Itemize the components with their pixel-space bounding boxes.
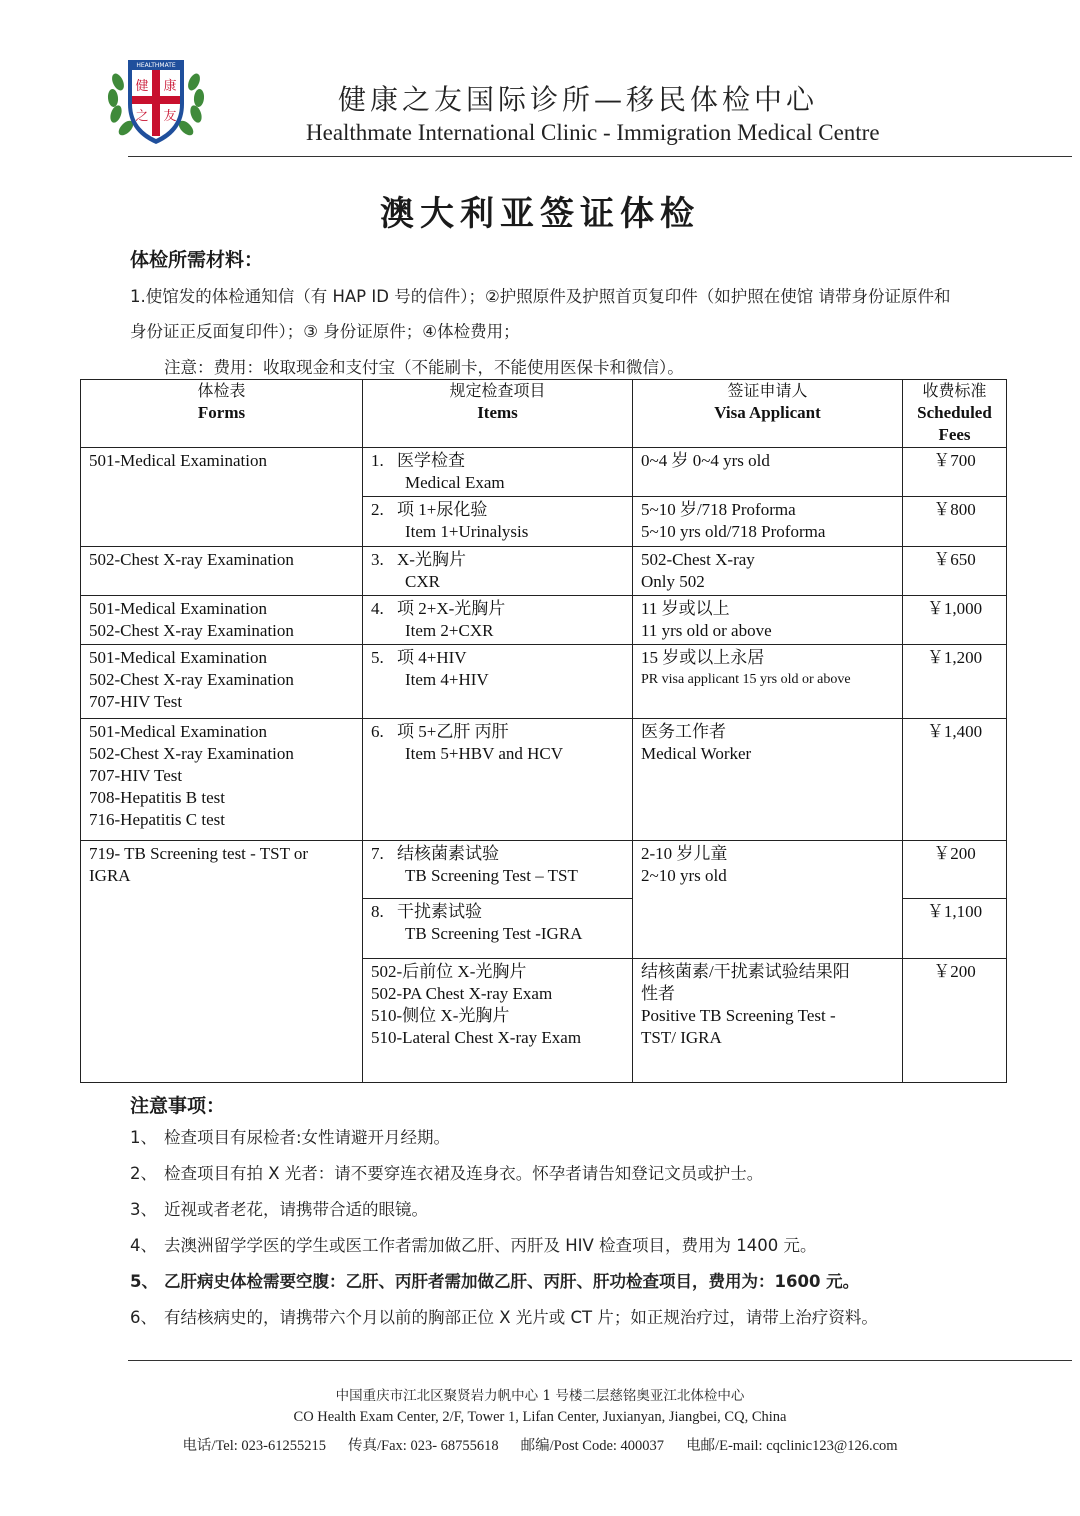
fee-cell: ￥800: [903, 497, 1007, 547]
header-forms: 体检表 Forms: [81, 380, 363, 448]
list-item: 3、 近视或者老花，请携带合适的眼镜。: [130, 1200, 428, 1219]
item-cell: 1. 医学检查 Medical Exam: [363, 448, 633, 497]
item-cell: 502-后前位 X-光胸片 502-PA Chest X-ray Exam 510-侧位 X-光胸片 510-Lateral Chest X-ray Exam: [363, 959, 633, 1083]
list-item: 5、 乙肝病史体检需要空腹：乙肝、丙肝者需加做乙肝、丙肝、肝功检查项目，费用为：1600 元。: [130, 1272, 860, 1291]
list-item: 1、 检查项目有尿检者:女性请避开月经期。: [130, 1128, 451, 1147]
item-cell: 3. X-光胸片 CXR: [363, 547, 633, 596]
fee-cell: ￥1,000: [903, 596, 1007, 645]
footer-post: 邮编/Post Code: 400037: [520, 1438, 665, 1454]
header-divider: [128, 156, 1072, 157]
forms-cell: 719- TB Screening test - TST or IGRA: [81, 841, 363, 1083]
applicant-cell: 11 岁或以上 11 yrs old or above: [633, 596, 903, 645]
materials-heading: 体检所需材料：: [130, 249, 264, 271]
notes-heading: 注意事项：: [130, 1095, 226, 1117]
svg-text:康: 康: [163, 79, 177, 94]
materials-line-2: 身份证正反面复印件）；③ 身份证原件；④体检费用；: [130, 322, 520, 341]
list-item: 2、 检查项目有拍 X 光者：请不要穿连衣裙及连身衣。怀孕者请告知登记文员或护士。: [130, 1164, 764, 1183]
table-row: [81, 841, 1007, 899]
table-row: [81, 719, 1007, 841]
payment-note: 注意：费用：收取现金和支付宝（不能刷卡，不能使用医保卡和微信）。: [164, 358, 684, 377]
footer-fax: 传真/Fax: 023- 68755618: [348, 1438, 499, 1454]
forms-cell: 501-Medical Examination 502-Chest X-ray Examination: [81, 596, 363, 645]
footer-address-cn: 中国重庆市江北区聚贤岩力帆中心 1 号楼二层慈铭奥亚江北体检中心: [335, 1388, 745, 1404]
fee-cell: ￥1,400: [903, 719, 1007, 841]
svg-text:友: 友: [163, 109, 177, 124]
header-fees: 收费标准 Scheduled Fees: [903, 380, 1007, 448]
header-items: 规定检查项目 Items: [363, 380, 633, 448]
item-cell: 6. 项 5+乙肝 丙肝 Item 5+HBV and HCV: [363, 719, 633, 841]
applicant-cell: 0~4 岁 0~4 yrs old: [633, 448, 903, 497]
table-row: [81, 596, 1007, 645]
applicant-cell: 502-Chest X-ray Only 502: [633, 547, 903, 596]
fee-cell: ￥1,200: [903, 645, 1007, 719]
forms-cell: 502-Chest X-ray Examination: [81, 547, 363, 596]
fee-table: [80, 379, 1007, 1083]
applicant-cell: 医务工作者 Medical Worker: [633, 719, 903, 841]
logo-text: HEALTHMATE: [136, 62, 176, 69]
list-item: 6、 有结核病史的，请携带六个月以前的胸部正位 X 光片或 CT 片；如正规治疗过，请带上治疗资料。: [130, 1308, 878, 1327]
table-row: [81, 547, 1007, 596]
clinic-name-cn: 健康之友国际诊所—移民体检中心: [338, 83, 819, 116]
svg-text:健: 健: [135, 79, 149, 94]
fee-cell: ￥200: [903, 841, 1007, 899]
forms-cell: 501-Medical Examination 502-Chest X-ray Examination 707-HIV Test: [81, 645, 363, 719]
table-header-row: [81, 380, 1007, 448]
document-title: 澳大利亚签证体检: [380, 194, 700, 234]
item-cell: 5. 项 4+HIV Item 4+HIV: [363, 645, 633, 719]
svg-text:之: 之: [135, 109, 149, 124]
item-cell: 4. 项 2+X-光胸片 Item 2+CXR: [363, 596, 633, 645]
footer-tel: 电话/Tel: 023-61255215: [182, 1438, 327, 1454]
list-item: 4、 去澳洲留学学医的学生或医工作者需加做乙肝、丙肝及 HIV 检查项目，费用为 1400 元。: [130, 1236, 817, 1255]
footer-divider: [128, 1360, 1072, 1361]
footer-email: 电邮/E-mail: cqclinic123@126.com: [686, 1438, 898, 1454]
notes-list: [130, 1124, 878, 1340]
table-row: [81, 448, 1007, 497]
footer-address-en: CO Health Exam Center, 2/F, Tower 1, Lifan Center, Juxianyan, Jiangbei, CQ, China: [293, 1409, 787, 1425]
fee-cell: ￥1,100: [903, 899, 1007, 959]
clinic-logo: [104, 52, 208, 148]
fee-cell: ￥650: [903, 547, 1007, 596]
item-cell: 2. 项 1+尿化验 Item 1+Urinalysis: [363, 497, 633, 547]
applicant-cell: 2-10 岁儿童 2~10 yrs old: [633, 841, 903, 959]
fee-cell: ￥700: [903, 448, 1007, 497]
item-cell: 7. 结核菌素试验 TB Screening Test – TST: [363, 841, 633, 899]
materials-line-1: 1.使馆发的体检通知信（有 HAP ID 号的信件）；②护照原件及护照首页复印件（如护照在使馆 请带身份证原件和: [130, 287, 951, 306]
applicant-cell: 结核菌素/干扰素试验结果阳 性者 Positive TB Screening Test - TST/ IGRA: [633, 959, 903, 1083]
forms-cell: 501-Medical Examination 502-Chest X-ray Examination 707-HIV Test 708-Hepatitis B test 716-Hepatitis C test: [81, 719, 363, 841]
table-row: [81, 645, 1007, 719]
fee-cell: ￥200: [903, 959, 1007, 1083]
item-cell: 8. 干扰素试验 TB Screening Test -IGRA: [363, 899, 633, 959]
applicant-cell: 5~10 岁/718 Proforma 5~10 yrs old/718 Proforma: [633, 497, 903, 547]
forms-cell: 501-Medical Examination: [81, 448, 363, 547]
header-applicant: 签证申请人 Visa Applicant: [633, 380, 903, 448]
clinic-name-en: Healthmate International Clinic - Immigration Medical Centre: [306, 120, 880, 145]
applicant-cell: 15 岁或以上永居 PR visa applicant 15 yrs old or above: [633, 645, 903, 719]
footer-contacts: [0, 1434, 1080, 1455]
